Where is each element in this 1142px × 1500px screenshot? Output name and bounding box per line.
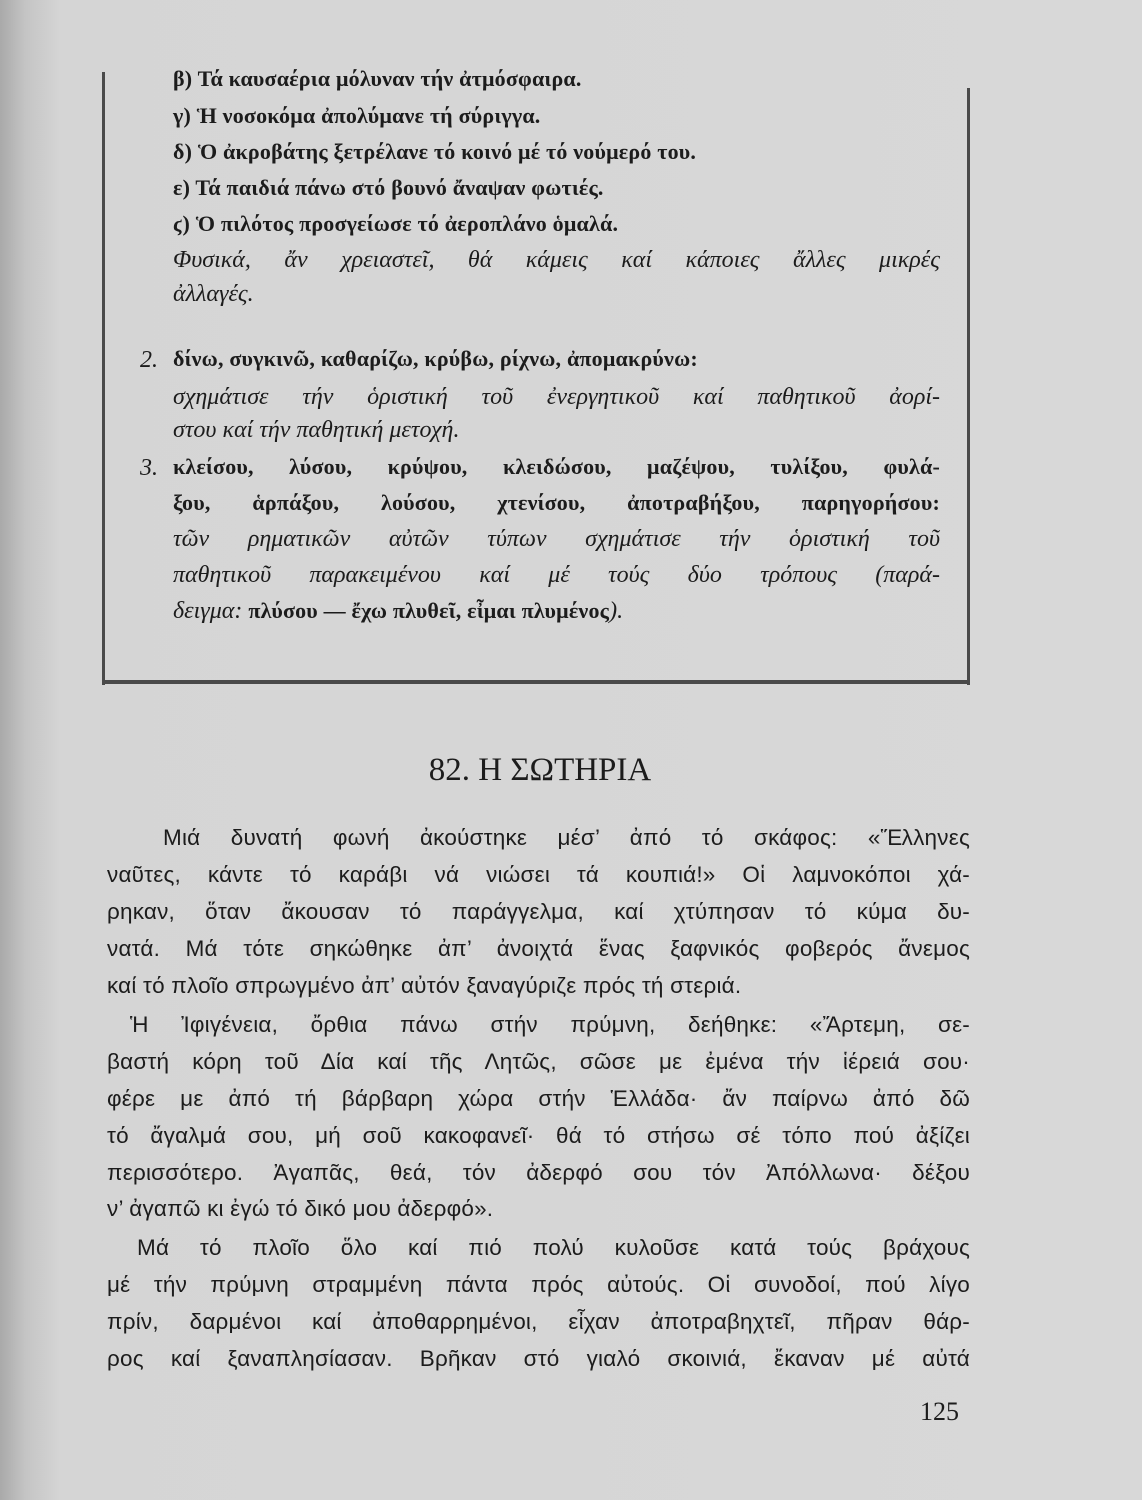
item2-instruction-line: σχημάτισε τήν ὁριστική τοῦ ἐνεργητικοῦ καί παθητικοῦ ἀορί- [173, 384, 940, 410]
body-line: μέ τήν πρύμνη στραμμένη πάντα πρός αὐτούς. Οἱ συνοδοί, πού λίγο [107, 1272, 970, 1297]
body-line: τό ἄγαλμά σου, μή σοῦ κακοφανεῖ· θά τό στήσω σέ τόπο πού ἀξίζει [107, 1123, 970, 1148]
item1-note-line: ἀλλαγές. [173, 281, 254, 307]
body-line: Μά τό πλοῖο ὅλο καί πιό πολύ κυλοῦσε κατά τούς βράχους [137, 1235, 970, 1260]
item3-number: 3. [140, 455, 158, 481]
body-line: ρος καί ξαναπλησίασαν. Βρῆκαν στό γιαλό σκοινιά, ἔκαναν μέ αὐτά [107, 1346, 970, 1371]
item2-words: δίνω, συγκινῶ, καθαρίζω, κρύβω, ρίχνω, ἀπομακρύνω: [173, 346, 698, 371]
body-line: ν’ ἀγαπῶ κι ἐγώ τό δικό μου ἀδερφό». [107, 1196, 494, 1221]
item1-note-line: Φυσικά, ἄν χρειαστεῖ, θά κάμεις καί κάποιες ἄλλες μικρές [173, 247, 940, 273]
sentence-e: ε) Τά παιδιά πάνω στό βουνό ἄναψαν φωτιές. [173, 175, 604, 200]
box-left-border [102, 72, 105, 685]
item3-instruction-line: τῶν ρηματικῶν αὐτῶν τύπων σχημάτισε τήν ὁριστική τοῦ [173, 526, 940, 552]
body-line: ρηκαν, ὅταν ἄκουσαν τό παράγγελμα, καί χτύπησαν τό κύμα δυ- [107, 899, 970, 924]
body-line: καί τό πλοῖο σπρωγμένο ἀπ’ αὐτόν ξαναγύριζε πρός τή στεριά. [107, 973, 742, 998]
body-line: ναῦτες, κάντε τό καράβι νά νιώσει τά κουπιά!» Οἱ λαμνοκόποι χά- [107, 862, 970, 887]
body-line: Ἡ Ἰφιγένεια, ὄρθια πάνω στήν πρύμνη, δεήθηκε: «Ἄρτεμη, σε- [130, 1012, 970, 1037]
example-suffix: ). [609, 598, 624, 624]
box-bottom-border [102, 680, 970, 684]
item3-words-line: κλείσου, λύσου, κρύψου, κλειδώσου, μαζέψου, τυλίξου, φυλά- [173, 454, 940, 479]
item3-instruction-line: παθητικοῦ παρακειμένου καί μέ τούς δύο τρόπους (παρά- [173, 562, 940, 588]
item3-words-line: ξου, ἁρπάξου, λούσου, χτενίσου, ἀποτραβήξου, παρηγορήσου: [173, 490, 940, 515]
item2-number: 2. [140, 347, 158, 373]
box-right-border [967, 88, 970, 685]
page-number: 125 [920, 1397, 959, 1426]
body-line: νατά. Μά τότε σηκώθηκε ἀπ’ ἀνοιχτά ἕνας ξαφνικός φοβερός ἄνεμος [107, 936, 970, 961]
body-line: φέρε με ἀπό τή βάρβαρη χώρα στήν Ἑλλάδα· ἄν παίρνω ἀπό δῶ [107, 1086, 970, 1111]
body-line: βαστή κόρη τοῦ Δία καί τῆς Λητῶς, σῶσε με ἐμένα τήν ἱέρειά σου· [107, 1049, 970, 1074]
body-line: περισσότερο. Ἀγαπᾶς, θεά, τόν ἀδερφό σου τόν Ἀπόλλωνα· δέξου [107, 1160, 970, 1185]
body-line: Μιά δυνατή φωνή ἀκούστηκε μέσ’ ἀπό τό σκάφος: «Ἕλληνες [163, 825, 970, 850]
sentence-d: δ) Ὁ ἀκροβάτης ξετρέλανε τό κοινό μέ τό νούμερό του. [173, 139, 697, 164]
item3-example-line [173, 598, 623, 625]
example-text: πλύσου — ἔχω πλυθεῖ, εἶμαι πλυμένος [248, 598, 610, 623]
example-prefix: δειγμα: [173, 598, 243, 624]
sentence-st: ϛ) Ὁ πιλότος προσγείωσε τό ἀεροπλάνο ὁμαλά. [173, 211, 619, 236]
item2-instruction-line: στου καί τήν παθητική μετοχή. [173, 417, 460, 443]
chapter-title: 82. Η ΣΩΤΗΡΙΑ [428, 752, 652, 788]
sentence-b: β) Τά καυσαέρια μόλυναν τήν ἀτμόσφαιρα. [173, 66, 582, 91]
body-line: πρίν, δαρμένοι καί ἀποθαρρημένοι, εἶχαν ἀποτραβηχτεῖ, πῆραν θάρ- [107, 1309, 970, 1334]
sentence-c: γ) Ἡ νοσοκόμα ἀπολύμανε τή σύριγγα. [173, 103, 541, 128]
